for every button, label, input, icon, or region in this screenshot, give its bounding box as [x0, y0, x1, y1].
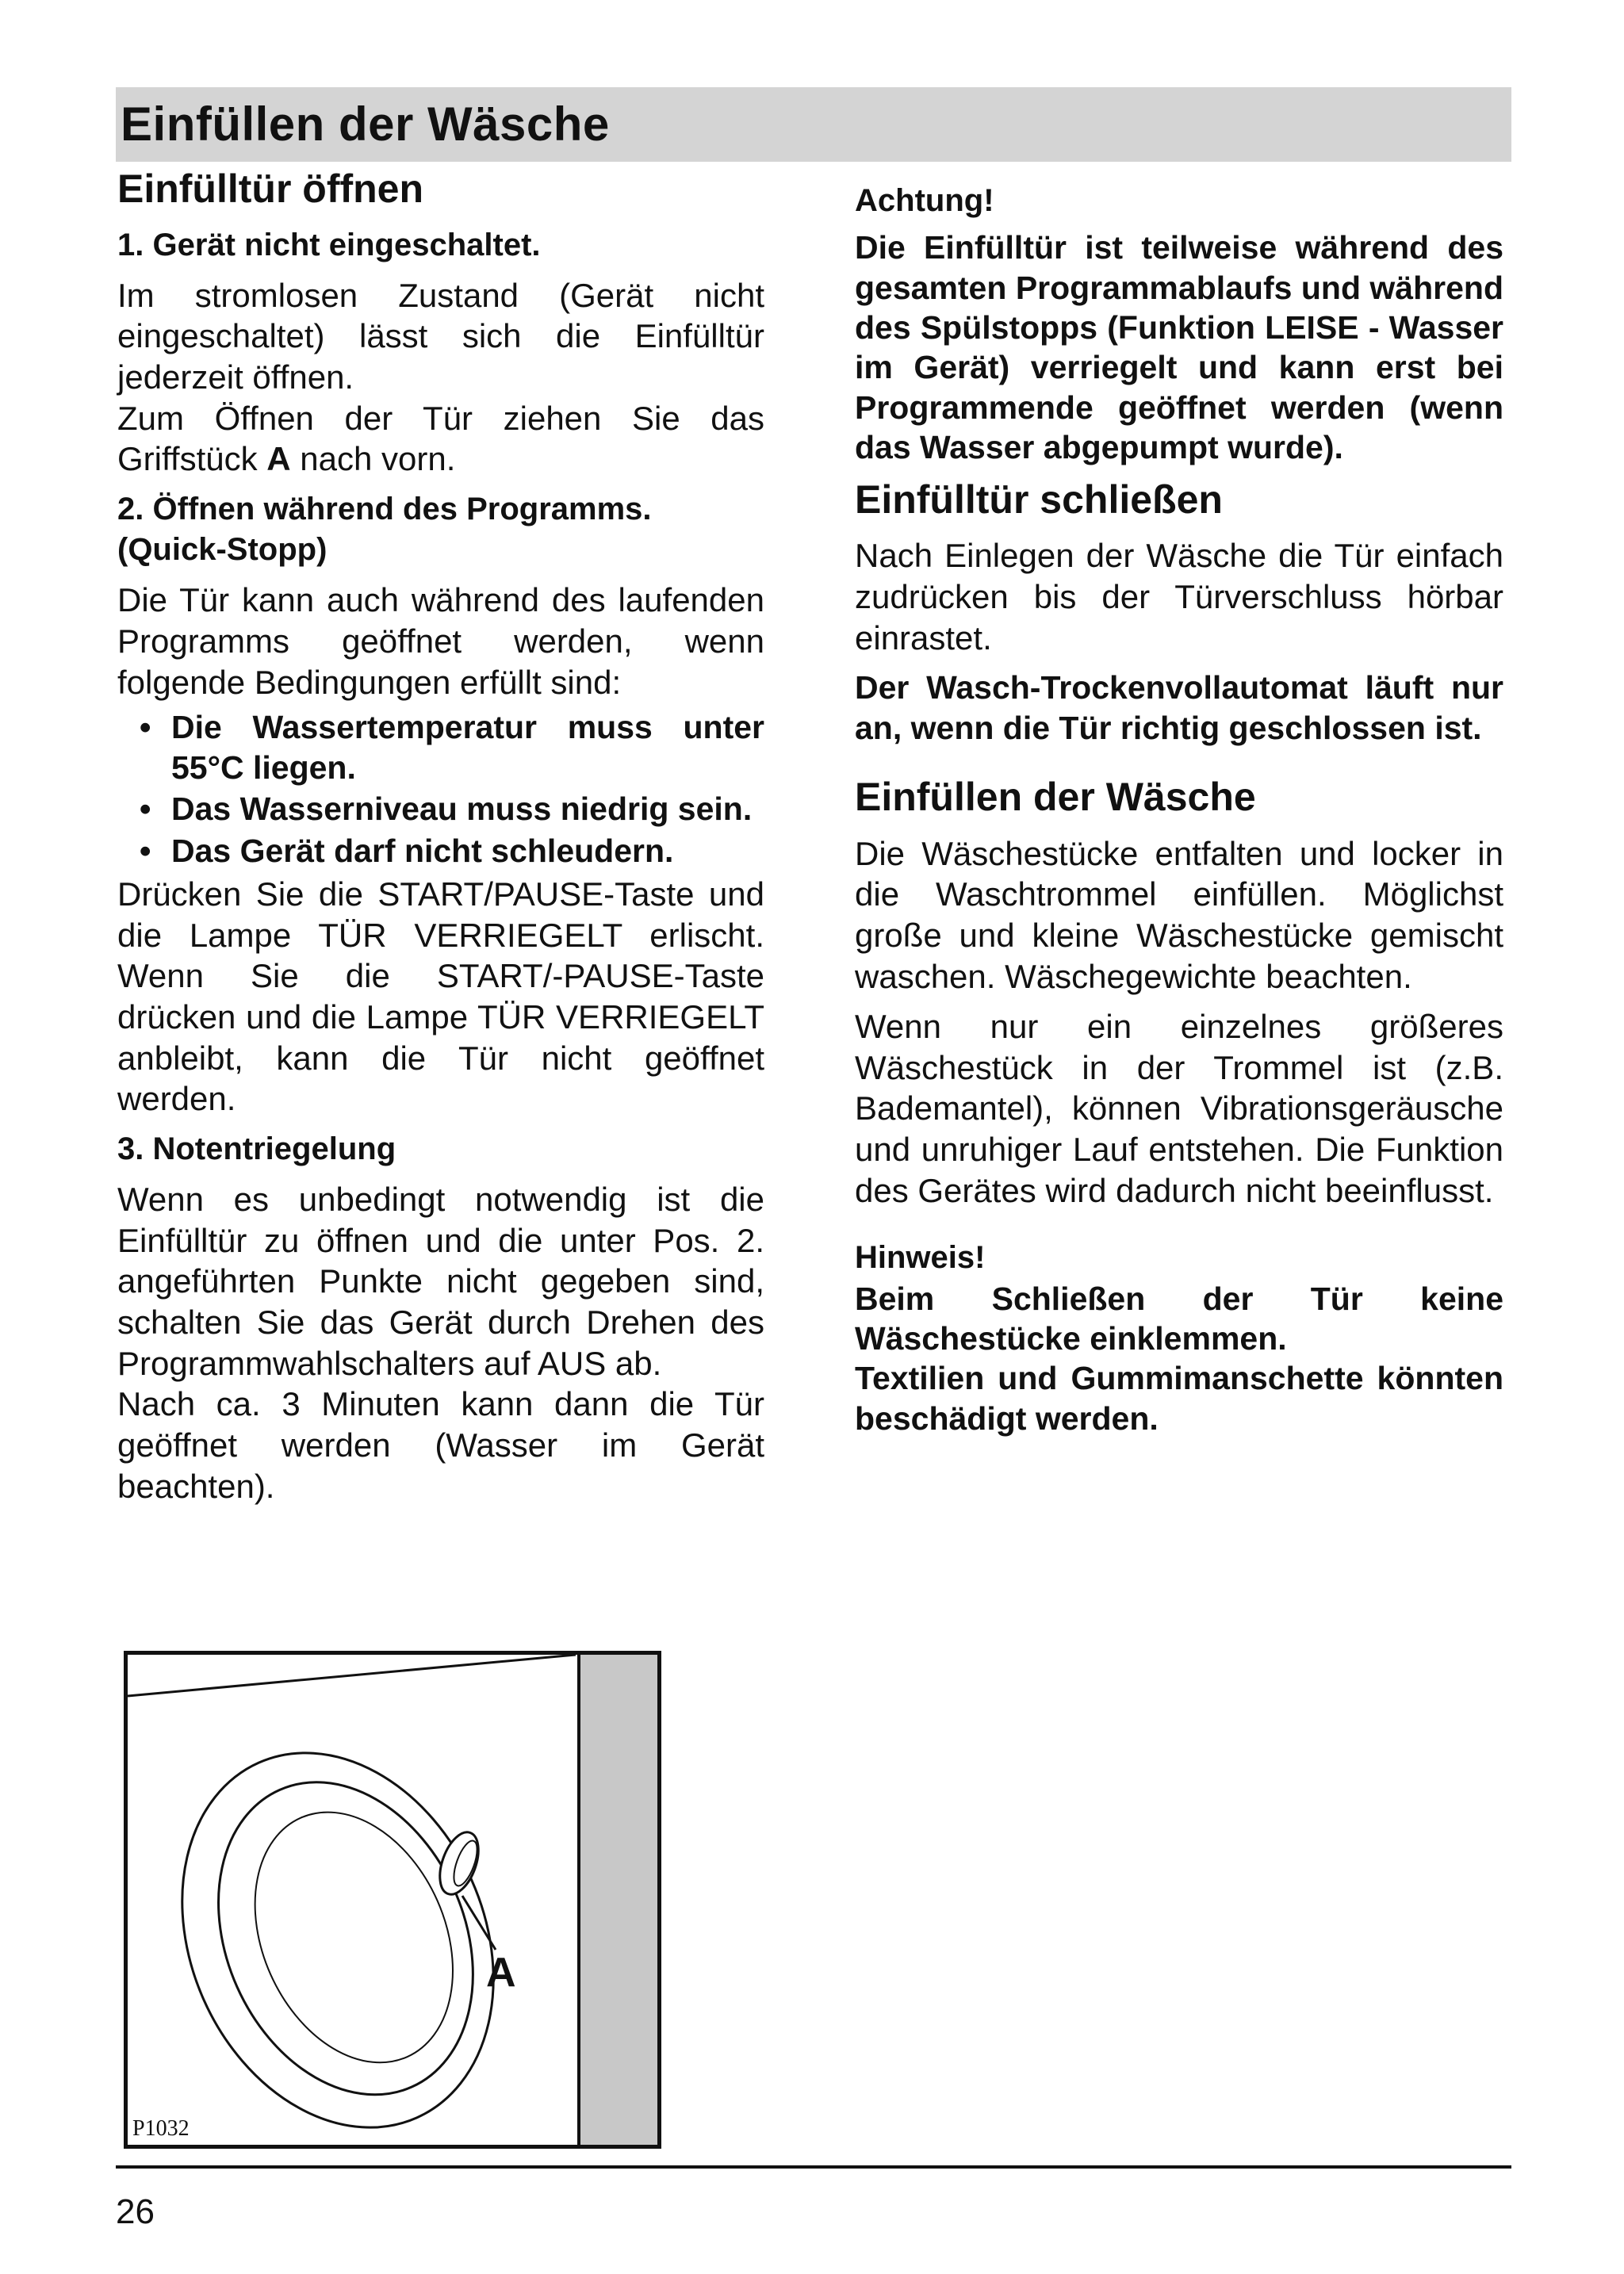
load-text-b: Wenn nur ein einzelnes größeres Wäschestück in der Trommel ist (z.B. Bademantel), können Vibrationsgeräusche und unruhiger Lauf entstehen. Die Funktion des Gerätes wird dadurch nicht beeinflusst.	[855, 1008, 1503, 1209]
heading-load-laundry: Einfüllen der Wäsche	[855, 775, 1256, 820]
attention-title: Achtung!	[855, 183, 994, 218]
condition-item	[140, 707, 764, 787]
footer-rule	[116, 2165, 1511, 2169]
bullet-icon: •	[140, 709, 151, 746]
condition-text: Das Wasserniveau muss niedrig sein.	[171, 791, 753, 828]
note-title: Hinweis!	[855, 1240, 986, 1276]
step-2-intro: Die Tür kann auch während des laufenden Programms geöffnet werden, wenn folgende Bedingungen erfüllt sind:	[117, 581, 764, 701]
page-number: 26	[116, 2192, 155, 2231]
close-note: Der Wasch-Trockenvollautomat läuft nur an, wenn die Tür richtig geschlossen ist.	[855, 669, 1503, 746]
step-1-title: 1. Gerät nicht eingeschaltet.	[117, 227, 541, 262]
step-2-title: 2. Öffnen während des Programms. (Quick-Stopp)	[117, 491, 652, 568]
step-1-text-a: Im stromlosen Zustand (Gerät nicht eingeschaltet) lässt sich die Einfülltür jederzeit öffnen.	[117, 276, 764, 396]
bullet-icon: •	[140, 832, 151, 869]
step-1-text-b	[117, 398, 764, 480]
close-text: Nach Einlegen der Wäsche die Tür einfach zudrücken bis der Türverschluss hörbar einrastet.	[855, 537, 1503, 657]
section-banner	[116, 87, 1511, 162]
door-drawing	[128, 1655, 657, 2145]
figure-code: P1032	[132, 2116, 190, 2141]
page-title: Einfüllen der Wäsche	[121, 98, 610, 151]
step-3-title: 3. Notentriegelung	[117, 1131, 396, 1166]
heading-close-door: Einfülltür schließen	[855, 477, 1223, 522]
condition-item	[140, 831, 764, 871]
door-illustration	[124, 1651, 661, 2149]
note-text-b: Textilien und Gummimanschette könnten beschädigt werden.	[855, 1360, 1503, 1437]
right-column	[855, 181, 1503, 1448]
left-column	[117, 167, 764, 1516]
heading-open-door: Einfülltür öffnen	[117, 167, 424, 211]
condition-text: Die Wassertemperatur muss unter 55°C liegen.	[171, 709, 764, 786]
conditions-list	[117, 707, 764, 871]
load-text-a: Die Wäschestücke entfalten und locker in die Waschtrommel einfüllen. Möglichst große und kleine Wäschestücke gemischt waschen. Wäschegewichte beachten.	[855, 834, 1503, 995]
bullet-icon: •	[140, 791, 151, 828]
spacer	[855, 1220, 1503, 1238]
step-1-text	[117, 275, 764, 398]
note-text-a: Beim Schließen der Tür keine Wäschestücke einklemmen.	[855, 1280, 1503, 1357]
handle-label-inline: A	[266, 440, 291, 478]
step-1-text-b-pre: Zum Öffnen der Tür ziehen Sie das Griffstück	[117, 399, 764, 478]
step-2-text: Drücken Sie die START/PAUSE-Taste und die Lampe TÜR VERRIEGELT erlischt. Wenn Sie die START/-PAUSE-Taste drücken und die Lampe TÜR VERRIEGELT anbleibt, kann die Tür nicht geöffnet werden.	[117, 875, 764, 1118]
condition-text: Das Gerät darf nicht schleudern.	[171, 832, 674, 869]
handle-label: A	[486, 1950, 516, 1996]
step-3-text-b: Nach ca. 3 Minuten kann dann die Tür geöffnet werden (Wasser im Gerät beachten).	[117, 1385, 764, 1505]
spacer	[855, 757, 1503, 775]
condition-item	[140, 789, 764, 829]
attention-text: Die Einfülltür ist teilweise während des gesamten Programmablaufs und während des Spülstopps (Funktion LEISE - Wasser im Gerät) verriegelt und kann erst bei Programmende geöffnet werden (wenn das Wasser abgepumpt wurde).	[855, 229, 1503, 466]
step-1-text-b-post: nach vorn.	[290, 440, 456, 478]
step-3-text-a: Wenn es unbedingt notwendig ist die Einfülltür zu öffnen und die unter Pos. 2. angeführten Punkte nicht gegeben sind, schalten Sie das Gerät durch Drehen des Programmwahlschalters auf AUS ab.	[117, 1181, 764, 1382]
